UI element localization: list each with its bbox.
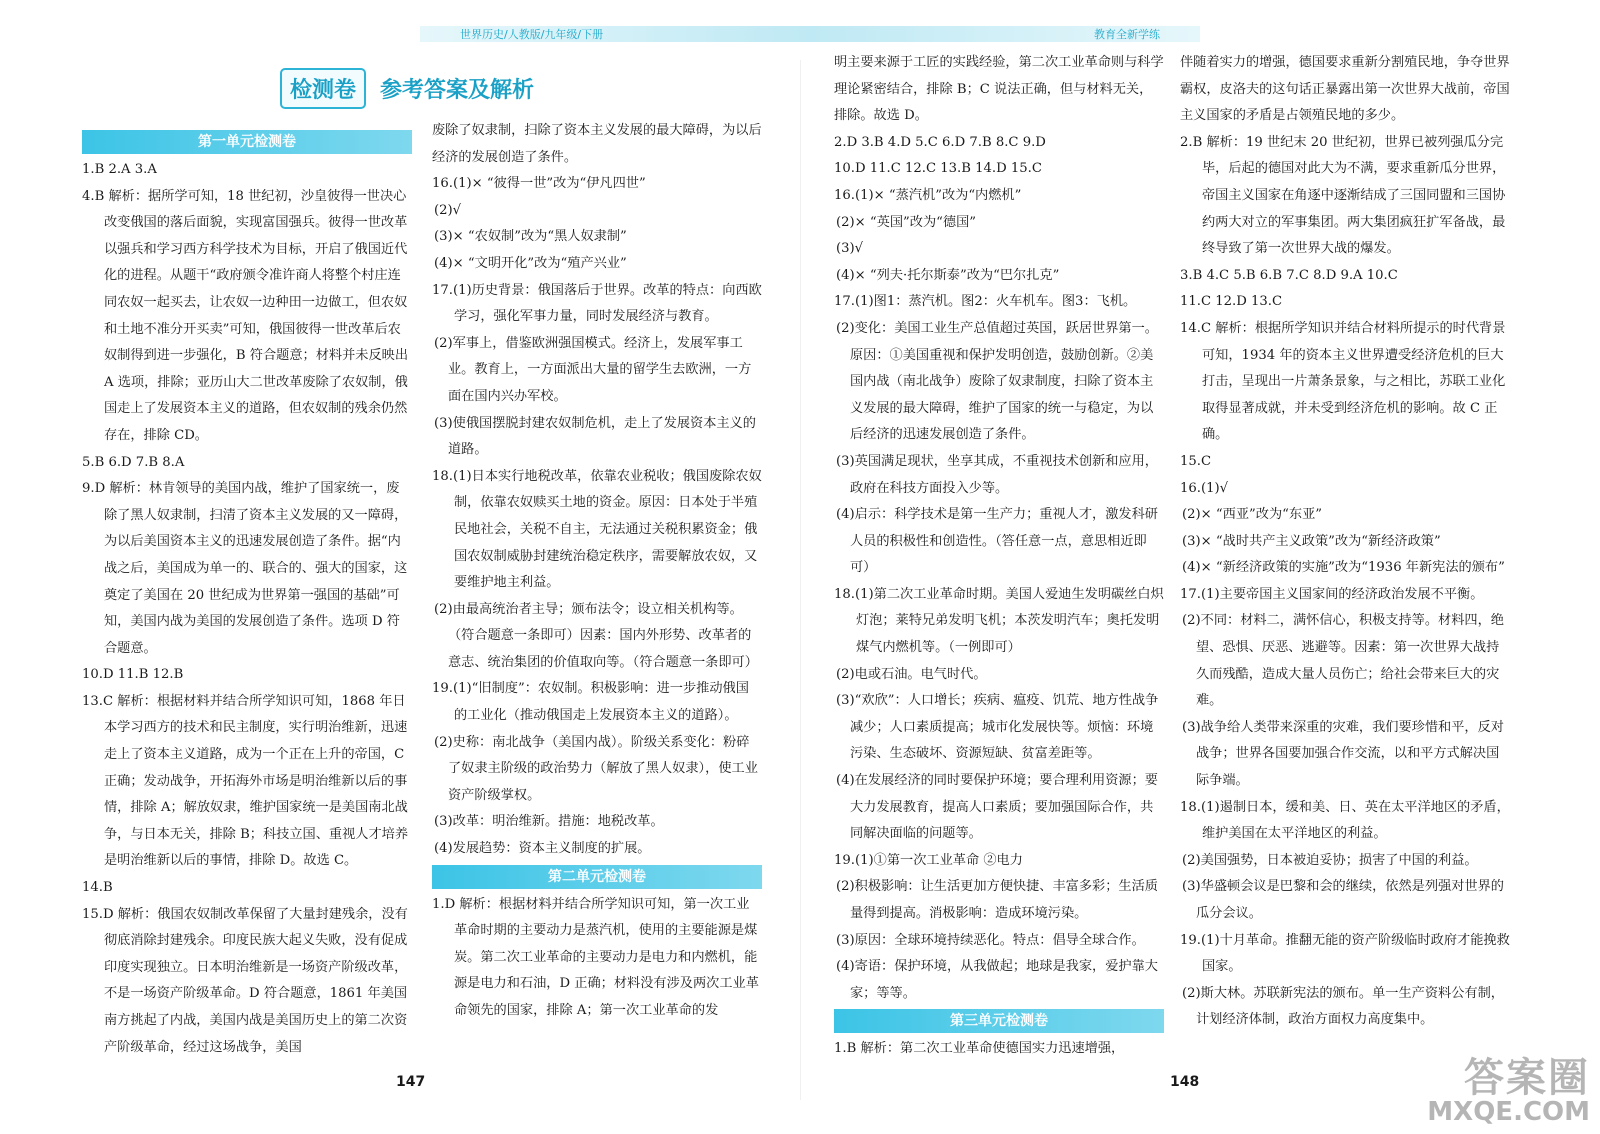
answer-item: (2)√ bbox=[434, 202, 462, 218]
answer-item: (3)√ bbox=[836, 241, 864, 257]
answer-item: (3)“欢欣”：人口增长；疾病、瘟疫、饥荒、地方性战争减少；人口素质提高；城市化发展快等。烦恼：环境污染、生态破坏、资源短缺、贫富差距等。 bbox=[836, 693, 1159, 762]
answer-item: (2)美国强势，日本被迫妥协；损害了中国的利益。 bbox=[1182, 852, 1478, 868]
watermark bbox=[1427, 1055, 1590, 1127]
answer-item: 19.(1)十月革命。推翻无能的资产阶级临时政府才能挽救国家。 bbox=[1180, 932, 1510, 975]
answer-item: 15.D 解析：俄国农奴制改革保留了大量封建残余，没有彻底消除封建残余。印度民族大起义失败，没有促成印度实现独立。日本明治维新是一场资产阶级改革，不是一场资产阶级革命。D 符合题意，1861 年美国南方挑起了内战，美国内战是美国历史上的第二次资产阶级革命，经过这场战争，美国 bbox=[82, 906, 408, 1055]
answer-item: (2)不同：材料二，满怀信心，积极支持等。材料四，绝望、恐惧、厌恶、逃避等。因素：第一次世界大战持久而残酷，造成大量人员伤亡；给社会带来巨大的灾难。 bbox=[1182, 613, 1504, 709]
answer-item: 17.(1)图1：蒸汽机。图2：火车机车。图3：飞机。 bbox=[834, 294, 1137, 310]
answer-item: (4)× “文明开化”改为“殖产兴业” bbox=[434, 255, 627, 271]
answer-item: 4.B 解析：据所学可知，18 世纪初，沙皇彼得一世决心改变俄国的落后面貌，实现富国强兵。彼得一世改革以强兵和学习西方科学技术为目标，开启了俄国近代化的进程。从题干“政府颁令准许商人将整个村庄连同农奴一起买去，让农奴一边种田一边做工，但农奴和土地不准分开买卖”可知，俄国彼得一世改革后农奴制得到进一步强化，B 符合题意；材料并未反映出 A 选项，排除；亚历山大二世改革废除了农奴制，俄国走上了发展资本主义的道路，但农奴制的残余仍然存在，排除 CD。 bbox=[82, 188, 409, 443]
answer-item: (4)× “列夫·托尔斯泰”改为“巴尔扎克” bbox=[836, 267, 1060, 283]
answer-item: (3)× “战时共产主义政策”改为“新经济政策” bbox=[1182, 533, 1441, 549]
answer-item: (3)战争给人类带来深重的灾难，我们要珍惜和平，反对战争；世界各国要加强合作交流，以和平方式解决国际争端。 bbox=[1182, 719, 1504, 789]
answer-item: 废除了奴隶制，扫除了资本主义发展的最大障碍，为以后经济的发展创造了条件。 bbox=[432, 123, 762, 165]
answer-item: (3)英国满足现状，坐享其成，不重视技术创新和应用，政府在科技方面投入少等。 bbox=[836, 453, 1158, 496]
answer-item: 1.B 2.A 3.A bbox=[82, 162, 157, 177]
header-bar bbox=[420, 26, 1200, 42]
page-title bbox=[280, 68, 534, 109]
answer-item: 1.B 解析：第二次工业革命使德国实力迅速增强， bbox=[834, 1041, 1125, 1057]
page-divider bbox=[800, 60, 801, 1100]
answer-item: 13.C 解析：根据材料并结合所学知识可知，1868 年日本学习西方的技术和民主制度，实行明治维新，迅速走上了资本主义道路，成为一个正在上升的帝国，C 正确；发动战争，开拓海外市场是明治维新以后的事情，排除 A；解放奴隶，维护国家统一是美国南北战争，与日本无关，排除 B；科技立国、重视人才培养是明治维新以后的事情，排除 D。故选 C。 bbox=[82, 693, 409, 869]
answer-item: (2)斯大林。苏联新宪法的颁布。单一生产资料公有制，计划经济体制，政治方面权力高度集中。 bbox=[1182, 985, 1504, 1028]
answer-item: (2)由最高统治者主导；颁布法令；设立相关机构等。（符合题意一条即可）因素：国内外形势、改革者的意志、统治集团的价值取向等。（符合题意一条即可） bbox=[434, 601, 758, 670]
column-2 bbox=[432, 118, 762, 1025]
answer-item: 18.(1)日本实行地税改革，依靠农业税收；俄国废除农奴制，依靠农奴赎买土地的资金。原因：日本处于半殖民地社会，关税不自主，无法通过关税积累资金；俄国农奴制威胁封建统治稳定秩序，需要解放农奴，又要维护地主利益。 bbox=[432, 468, 762, 591]
title-badge: 检测卷 bbox=[280, 68, 366, 109]
answer-item: 14.B bbox=[82, 880, 113, 896]
column-3 bbox=[834, 50, 1164, 1063]
answer-item: (4)启示：科学技术是第一生产力；重视人才，激发科研人员的积极性和创造性。（答任意一点，意思相近即可） bbox=[836, 507, 1158, 576]
answer-item: 3.B 4.C 5.B 6.B 7.C 8.D 9.A 10.C bbox=[1180, 267, 1398, 283]
answer-item: (2)变化：美国工业生产总值超过英国，跃居世界第一。原因：①美国重视和保护发明创造，鼓励创新。②美国内战（南北战争）废除了奴隶制度，扫除了资本主义发展的最大障碍，维护了国家的统一与稳定，为以后经济的迅速发展创造了条件。 bbox=[836, 320, 1158, 443]
answer-item: (3)使俄国摆脱封建农奴制危机，走上了发展资本主义的道路。 bbox=[434, 415, 756, 458]
answer-item: (4)寄语：保护环境，从我做起；地球是我家，爱护靠大家；等等。 bbox=[836, 959, 1158, 1001]
header-right: 教育全新学练 bbox=[1094, 28, 1160, 41]
answer-item: (2)电或石油。电气时代。 bbox=[836, 666, 987, 682]
answer-item: (2)× “英国”改为“德国” bbox=[836, 214, 977, 230]
answer-item: 伴随着实力的增强，德国要求重新分割殖民地，争夺世界霸权，皮洛夫的这句话正暴露出第一次世界大战前，帝国主义国家的矛盾是占领殖民地的多少。 bbox=[1180, 55, 1510, 124]
answer-item: 2.B 解析：19 世纪末 20 世纪初，世界已被列强瓜分完毕，后起的德国对此大为不满，要求重新瓜分世界，帝国主义国家在角逐中逐渐结成了三国同盟和三国协约两大对立的军事集团。两大集团疯狂扩军备战，最终导致了第一次世界大战的爆发。 bbox=[1180, 134, 1506, 257]
section-header: 第一单元检测卷 bbox=[82, 130, 412, 154]
answer-item: 10.D 11.C 12.C 13.B 14.D 15.C bbox=[834, 161, 1042, 177]
answer-item: (2)积极影响：让生活更加方便快捷、丰富多彩；生活质量得到提高。消极影响：造成环境污染。 bbox=[836, 879, 1158, 921]
answer-item: 1.D 解析：根据材料并结合所学知识可知，第一次工业革命时期的主要动力是蒸汽机，使用的主要能源是煤炭。第二次工业革命的主要动力是电力和内燃机，能源是电力和石油，D 正确；材料没有涉及两次工业革命领先的国家，排除 A；第一次工业革命的发 bbox=[432, 896, 759, 1018]
answer-item: 18.(1)遏制日本，缓和美、日、英在太平洋地区的矛盾，维护美国在太平洋地区的利益。 bbox=[1180, 799, 1510, 842]
answer-item: (3)× “农奴制”改为“黑人奴隶制” bbox=[434, 229, 627, 245]
answer-item: (2)× “西亚”改为“东亚” bbox=[1182, 507, 1323, 523]
answer-item: (2)军事上，借鉴欧洲强国模式。经济上，发展军事工业。教育上，一方面派出大量的留学生去欧洲，一方面在国内兴办军校。 bbox=[434, 335, 752, 404]
answer-item: (3)华盛顿会议是巴黎和会的继续，依然是列强对世界的瓜分会议。 bbox=[1182, 879, 1504, 921]
answer-item: 17.(1)历史背景：俄国落后于世界。改革的特点：向西欧学习，强化军事力量，同时发展经济与教育。 bbox=[432, 282, 762, 325]
answer-item: 16.(1)√ bbox=[1180, 480, 1229, 496]
answer-item: 14.C 解析：根据所学知识并结合材料所提示的时代背景可知，1934 年的资本主义世界遭受经济危机的巨大打击，呈现出一片萧条景象，与之相比，苏联工业化取得显著成就，并未受到经济危机的影响。故 C 正确。 bbox=[1180, 320, 1506, 443]
page-number-right: 148 bbox=[1170, 1074, 1200, 1090]
page-number-left: 147 bbox=[396, 1074, 426, 1090]
answer-item: (4)在发展经济的同时要保护环境；要合理利用资源；要大力发展教育，提高人口素质；要加强国际合作，共同解决面临的问题等。 bbox=[836, 773, 1158, 842]
watermark-url: MXQE.COM bbox=[1427, 1097, 1590, 1127]
answer-item: (3)改革：明治维新。措施：地税改革。 bbox=[434, 814, 664, 830]
answer-item: 明主要来源于工匠的实践经验，第二次工业革命则与科学理论紧密结合，排除 B；C 说法正确，但与材料无关，排除。故选 D。 bbox=[834, 55, 1164, 124]
section-header: 第二单元检测卷 bbox=[432, 865, 762, 889]
column-1 bbox=[82, 128, 412, 1061]
answer-item: 2.D 3.B 4.D 5.C 6.D 7.B 8.C 9.D bbox=[834, 134, 1046, 150]
answer-item: 17.(1)主要帝国主义国家间的经济政治发展不平衡。 bbox=[1180, 586, 1484, 602]
answer-item: 19.(1)“旧制度”：农奴制。积极影响：进一步推动俄国的工业化（推动俄国走上发展资本主义的道路）。 bbox=[432, 681, 749, 724]
answer-item: (4)发展趋势：资本主义制度的扩展。 bbox=[434, 841, 651, 857]
title-text: 参考答案及解析 bbox=[380, 78, 535, 103]
answer-item: 10.D 11.B 12.B bbox=[82, 667, 184, 683]
answer-item: 16.(1)× “蒸汽机”改为“内燃机” bbox=[834, 187, 1022, 203]
answer-item: 15.C bbox=[1180, 453, 1212, 469]
answer-item: 9.D 解析：林肯领导的美国内战，维护了国家统一，废除了黑人奴隶制，扫清了资本主义发展的又一障碍，为以后美国资本主义的迅速发展创造了条件。据“内战之后，美国成为单一的、联合的、强大的国家，这奠定了美国在 20 世纪成为世界第一强国的基础”可知，美国内战为美国的发展创造了条件。选项 D 符合题意。 bbox=[82, 481, 408, 656]
answer-item: 19.(1)①第一次工业革命 ②电力 bbox=[834, 852, 1023, 868]
answer-item: 11.C 12.D 13.C bbox=[1180, 294, 1283, 310]
answer-item: 18.(1)第二次工业革命时期。美国人爱迪生发明碳丝白炽灯泡；莱特兄弟发明飞机；本茨发明汽车；奥托发明煤气内燃机等。（一例即可） bbox=[834, 586, 1164, 656]
answer-item: (2)史称：南北战争（美国内战）。阶级关系变化：粉碎了奴隶主阶级的政治势力（解放了黑人奴隶），使工业资产阶级掌权。 bbox=[434, 734, 758, 803]
answer-item: 5.B 6.D 7.B 8.A bbox=[82, 454, 185, 470]
answer-item: (3)原因：全球环境持续恶化。特点：倡导全球合作。 bbox=[836, 932, 1145, 948]
header-left: 世界历史/人教版/九年级/下册 bbox=[460, 28, 604, 41]
watermark-logo: 答案圈 bbox=[1464, 1055, 1590, 1101]
answer-item: 16.(1)× “彼得一世”改为“伊凡四世” bbox=[432, 176, 646, 192]
section-header: 第三单元检测卷 bbox=[834, 1009, 1164, 1033]
answer-item: (4)× “新经济政策的实施”改为“1936 年新宪法的颁布” bbox=[1182, 560, 1505, 576]
column-4 bbox=[1180, 50, 1510, 1034]
